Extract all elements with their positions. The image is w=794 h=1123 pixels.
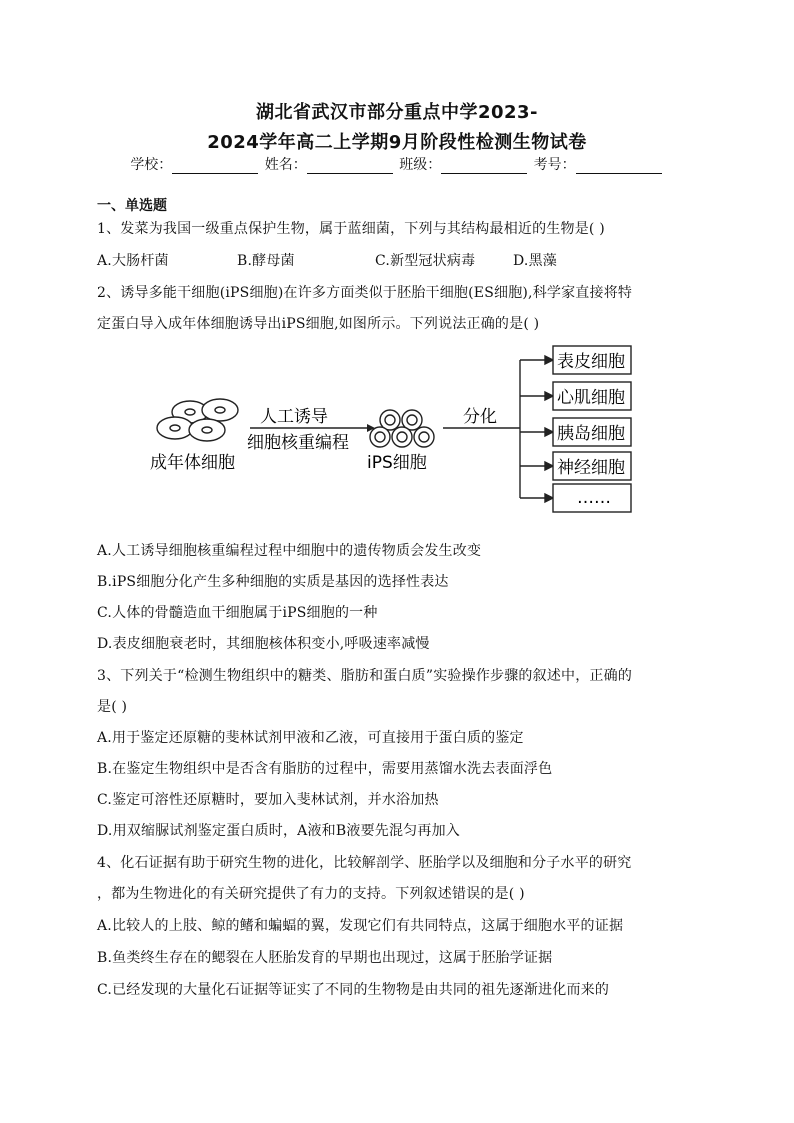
q2-stem-line2: 定蛋白导入成年体细胞诱导出iPS细胞,如图所示。下列说法正确的是( ) xyxy=(97,316,540,332)
exam-number-label: 考号： xyxy=(533,157,576,173)
q4-option-c[interactable]: C.已经发现的大量化石证据等证实了不同的生物物是由共同的祖先逐渐进化而来的 xyxy=(97,982,610,998)
q3-option-a[interactable]: A.用于鉴定还原糖的斐林试剂甲液和乙液，可直接用于蛋白质的鉴定 xyxy=(97,730,524,746)
q3-option-d[interactable]: D.用双缩脲试剂鉴定蛋白质时，A液和B液要先混匀再加入 xyxy=(97,823,460,839)
q3-stem-line1: 3、下列关于“检测生物组织中的糖类、脂肪和蛋白质”实验操作步骤的叙述中，正确的 xyxy=(97,668,633,684)
name-label: 姓名： xyxy=(264,157,307,173)
q4-stem-line2: ，都为生物进化的有关研究提供了有力的支持。下列叙述错误的是( ) xyxy=(97,886,525,902)
ips-diagram-figure xyxy=(145,340,645,525)
ips-cells-illustration xyxy=(370,410,434,447)
adult-cells-illustration xyxy=(157,399,238,441)
q2-option-c[interactable]: C.人体的骨髓造血干细胞属于iPS细胞的一种 xyxy=(97,605,378,621)
exam-number-blank[interactable] xyxy=(576,159,662,174)
class-label: 班级： xyxy=(399,157,442,173)
box-ellipsis: …… xyxy=(577,488,611,508)
box-islet-cell: 胰岛细胞 xyxy=(557,424,625,444)
class-blank[interactable] xyxy=(441,159,527,174)
q2-option-d[interactable]: D.表皮细胞衰老时，其细胞核体积变小,呼吸速率减慢 xyxy=(97,636,430,652)
q1-option-a[interactable]: A.大肠杆菌 xyxy=(97,253,169,269)
branch-arrows xyxy=(520,356,553,502)
q1-option-d[interactable]: D.黑藻 xyxy=(513,253,557,269)
q4-option-b[interactable]: B.鱼类终生存在的鳃裂在人胚胎发育的早期也出现过，这属于胚胎学证据 xyxy=(97,950,553,966)
school-blank[interactable] xyxy=(172,159,258,174)
box-cardiac-cell: 心肌细胞 xyxy=(557,388,625,408)
section-title: 一、单选题 xyxy=(97,198,167,214)
q2-option-a[interactable]: A.人工诱导细胞核重编程过程中细胞中的遗传物质会发生改变 xyxy=(97,543,482,559)
arrow2-label: 分化 xyxy=(463,407,497,427)
q4-option-a[interactable]: A.比较人的上肢、鲸的鳍和蝙蝠的翼，发现它们有共同特点，这属于细胞水平的证据 xyxy=(97,918,624,934)
arrow1-bottom-label: 细胞核重编程 xyxy=(247,433,349,453)
adult-cells-label: 成年体细胞 xyxy=(150,453,235,473)
q2-option-b[interactable]: B.iPS细胞分化产生多种细胞的实质是基因的选择性表达 xyxy=(97,574,449,590)
box-nerve-cell: 神经细胞 xyxy=(557,458,625,478)
name-blank[interactable] xyxy=(307,159,393,174)
ips-cells-label: iPS细胞 xyxy=(367,453,427,473)
exam-title-line2: 2024学年高二上学期9月阶段性检测生物试卷 xyxy=(207,132,587,153)
q1-stem: 1、发菜为我国一级重点保护生物，属于蓝细菌，下列与其结构最相近的生物是( ) xyxy=(97,221,605,237)
school-label: 学校： xyxy=(130,157,173,173)
student-info-row xyxy=(0,154,794,174)
exam-title-line1: 湖北省武汉市部分重点中学2023- xyxy=(255,102,539,123)
q3-option-b[interactable]: B.在鉴定生物组织中是否含有脂肪的过程中，需要用蒸馏水洗去表面浮色 xyxy=(97,761,553,777)
q3-stem-line2: 是( ) xyxy=(97,699,128,715)
q1-option-c[interactable]: C.新型冠状病毒 xyxy=(375,253,476,269)
q2-stem-line1: 2、诱导多能干细胞(iPS细胞)在许多方面类似于胚胎干细胞(ES细胞),科学家直接将特 xyxy=(97,285,633,301)
arrow1-top-label: 人工诱导 xyxy=(260,407,328,427)
q1-option-b[interactable]: B.酵母菌 xyxy=(237,253,295,269)
q4-stem-line1: 4、化石证据有助于研究生物的进化，比较解剖学、胚胎学以及细胞和分子水平的研究 xyxy=(97,855,632,871)
q1-options xyxy=(97,250,557,270)
box-epidermal-cell: 表皮细胞 xyxy=(557,352,625,372)
ips-diagram xyxy=(145,340,645,529)
q3-option-c[interactable]: C.鉴定可溶性还原糖时，要加入斐林试剂，并水浴加热 xyxy=(97,792,439,808)
